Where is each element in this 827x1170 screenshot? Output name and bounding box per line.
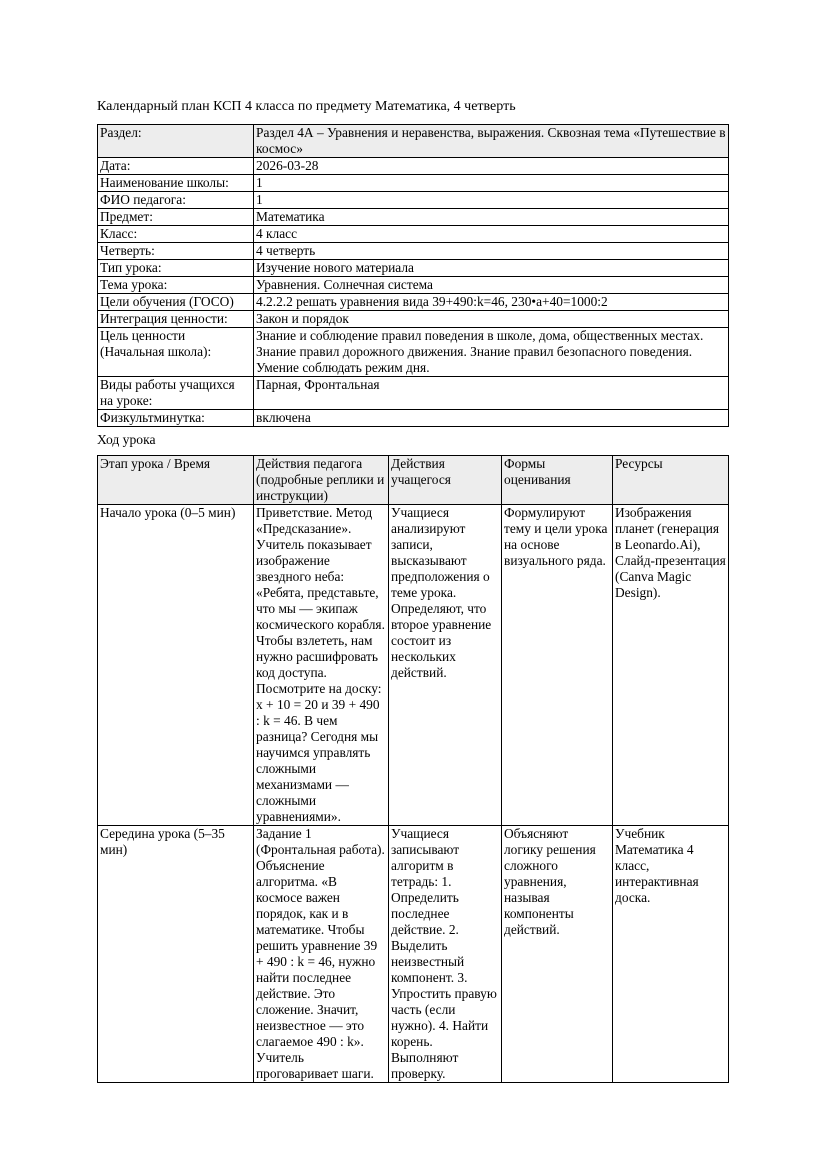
info-label: Интеграция ценности:: [98, 311, 254, 328]
lesson-stage-cell: Начало урока (0–5 мин): [98, 505, 254, 826]
info-label: Виды работы учащихся на уроке:: [98, 377, 254, 410]
info-row: [98, 125, 729, 158]
info-label: Класс:: [98, 226, 254, 243]
teacher-actions-cell: Задание 1 (Фронтальная работа). Объяснение алгоритма. «В космосе важен порядок, как и в математике. Чтобы решить уравнение 39 + 490 : k = 46, нужно найти последнее действие. Это сложение. Значит, неизвестное — это слагаемое 490 : k». Учитель проговаривает шаги.: [254, 826, 389, 1083]
info-value: Раздел 4А – Уравнения и неравенства, выражения. Сквозная тема «Путешествие в космос»: [254, 125, 729, 158]
lesson-table: [97, 455, 729, 1083]
page-title: Календарный план КСП 4 класса по предмету Математика, 4 четверть: [97, 99, 516, 114]
info-value: Парная, Фронтальная: [254, 377, 729, 410]
lesson-stage-cell: Середина урока (5–35 мин): [98, 826, 254, 1083]
lesson-row: [98, 826, 729, 1083]
info-row: [98, 377, 729, 410]
info-label: Раздел:: [98, 125, 254, 158]
info-label: Цель ценности (Начальная школа):: [98, 328, 254, 377]
student-actions-cell: Учащиеся записывают алгоритм в тетрадь: 1. Определить последнее действие. 2. Выделить неизвестный компонент. 3. Упростить правую часть (если нужно). 4. Найти корень. Выполняют проверку.: [389, 826, 502, 1083]
info-value: 4.2.2.2 решать уравнения вида 39+490:k=46, 230•a+40=1000:2: [254, 294, 729, 311]
info-label: Физкультминутка:: [98, 410, 254, 427]
lesson-col-header-teacher: Действия педагога (подробные реплики и инструкции): [254, 456, 389, 505]
info-value: 1: [254, 175, 729, 192]
info-row: [98, 158, 729, 175]
info-row: [98, 192, 729, 209]
lesson-header-row: [98, 456, 729, 505]
lesson-row: [98, 505, 729, 826]
info-value: включена: [254, 410, 729, 427]
info-row: [98, 260, 729, 277]
info-label: Дата:: [98, 158, 254, 175]
lesson-col-header-resources: Ресурсы: [613, 456, 729, 505]
info-row: [98, 226, 729, 243]
lesson-col-header-stage: Этап урока / Время: [98, 456, 254, 505]
info-value: 4 класс: [254, 226, 729, 243]
info-label: Предмет:: [98, 209, 254, 226]
assessment-cell: Объясняют логику решения сложного уравнения, называя компоненты действий.: [502, 826, 613, 1083]
info-row: [98, 175, 729, 192]
info-row: [98, 209, 729, 226]
info-row: [98, 294, 729, 311]
info-value: Закон и порядок: [254, 311, 729, 328]
info-value: Знание и соблюдение правил поведения в школе, дома, общественных местах. Знание правил дорожного движения. Знание правил безопасного поведения. Умение соблюдать режим дня.: [254, 328, 729, 377]
info-label: ФИО педагога:: [98, 192, 254, 209]
info-value: Уравнения. Солнечная система: [254, 277, 729, 294]
info-row: [98, 277, 729, 294]
info-row: [98, 311, 729, 328]
lesson-col-header-student: Действия учащегося: [389, 456, 502, 505]
section-heading: Ход урока: [97, 432, 156, 447]
lesson-col-header-assessment: Формы оценивания: [502, 456, 613, 505]
info-value: Математика: [254, 209, 729, 226]
student-actions-cell: Учащиеся анализируют записи, высказывают предположения о теме урока. Определяют, что второе уравнение состоит из нескольких действий.: [389, 505, 502, 826]
info-value: Изучение нового материала: [254, 260, 729, 277]
info-row: [98, 328, 729, 377]
info-label: Четверть:: [98, 243, 254, 260]
info-row: [98, 243, 729, 260]
info-label: Тема урока:: [98, 277, 254, 294]
info-label: Наименование школы:: [98, 175, 254, 192]
resources-cell: Учебник Математика 4 класс, интерактивная доска.: [613, 826, 729, 1083]
assessment-cell: Формулируют тему и цели урока на основе визуального ряда.: [502, 505, 613, 826]
info-value: 1: [254, 192, 729, 209]
info-value: 2026-03-28: [254, 158, 729, 175]
info-label: Цели обучения (ГОСО): [98, 294, 254, 311]
info-row: [98, 410, 729, 427]
document-content: [97, 98, 728, 1083]
teacher-actions-cell: Приветствие. Метод «Предсказание». Учитель показывает изображение звездного неба: «Ребята, представьте, что мы — экипаж космического корабля. Чтобы взлететь, нам нужно расшифровать код доступа. Посмотрите на доску: x + 10 = 20 и 39 + 490 : k = 46. В чем разница? Сегодня мы научимся управлять сложными механизмами — сложными уравнениями».: [254, 505, 389, 826]
info-table: [97, 124, 729, 427]
info-value: 4 четверть: [254, 243, 729, 260]
info-label: Тип урока:: [98, 260, 254, 277]
resources-cell: Изображения планет (генерация в Leonardo.Ai), Слайд-презентация (Canva Magic Design).: [613, 505, 729, 826]
